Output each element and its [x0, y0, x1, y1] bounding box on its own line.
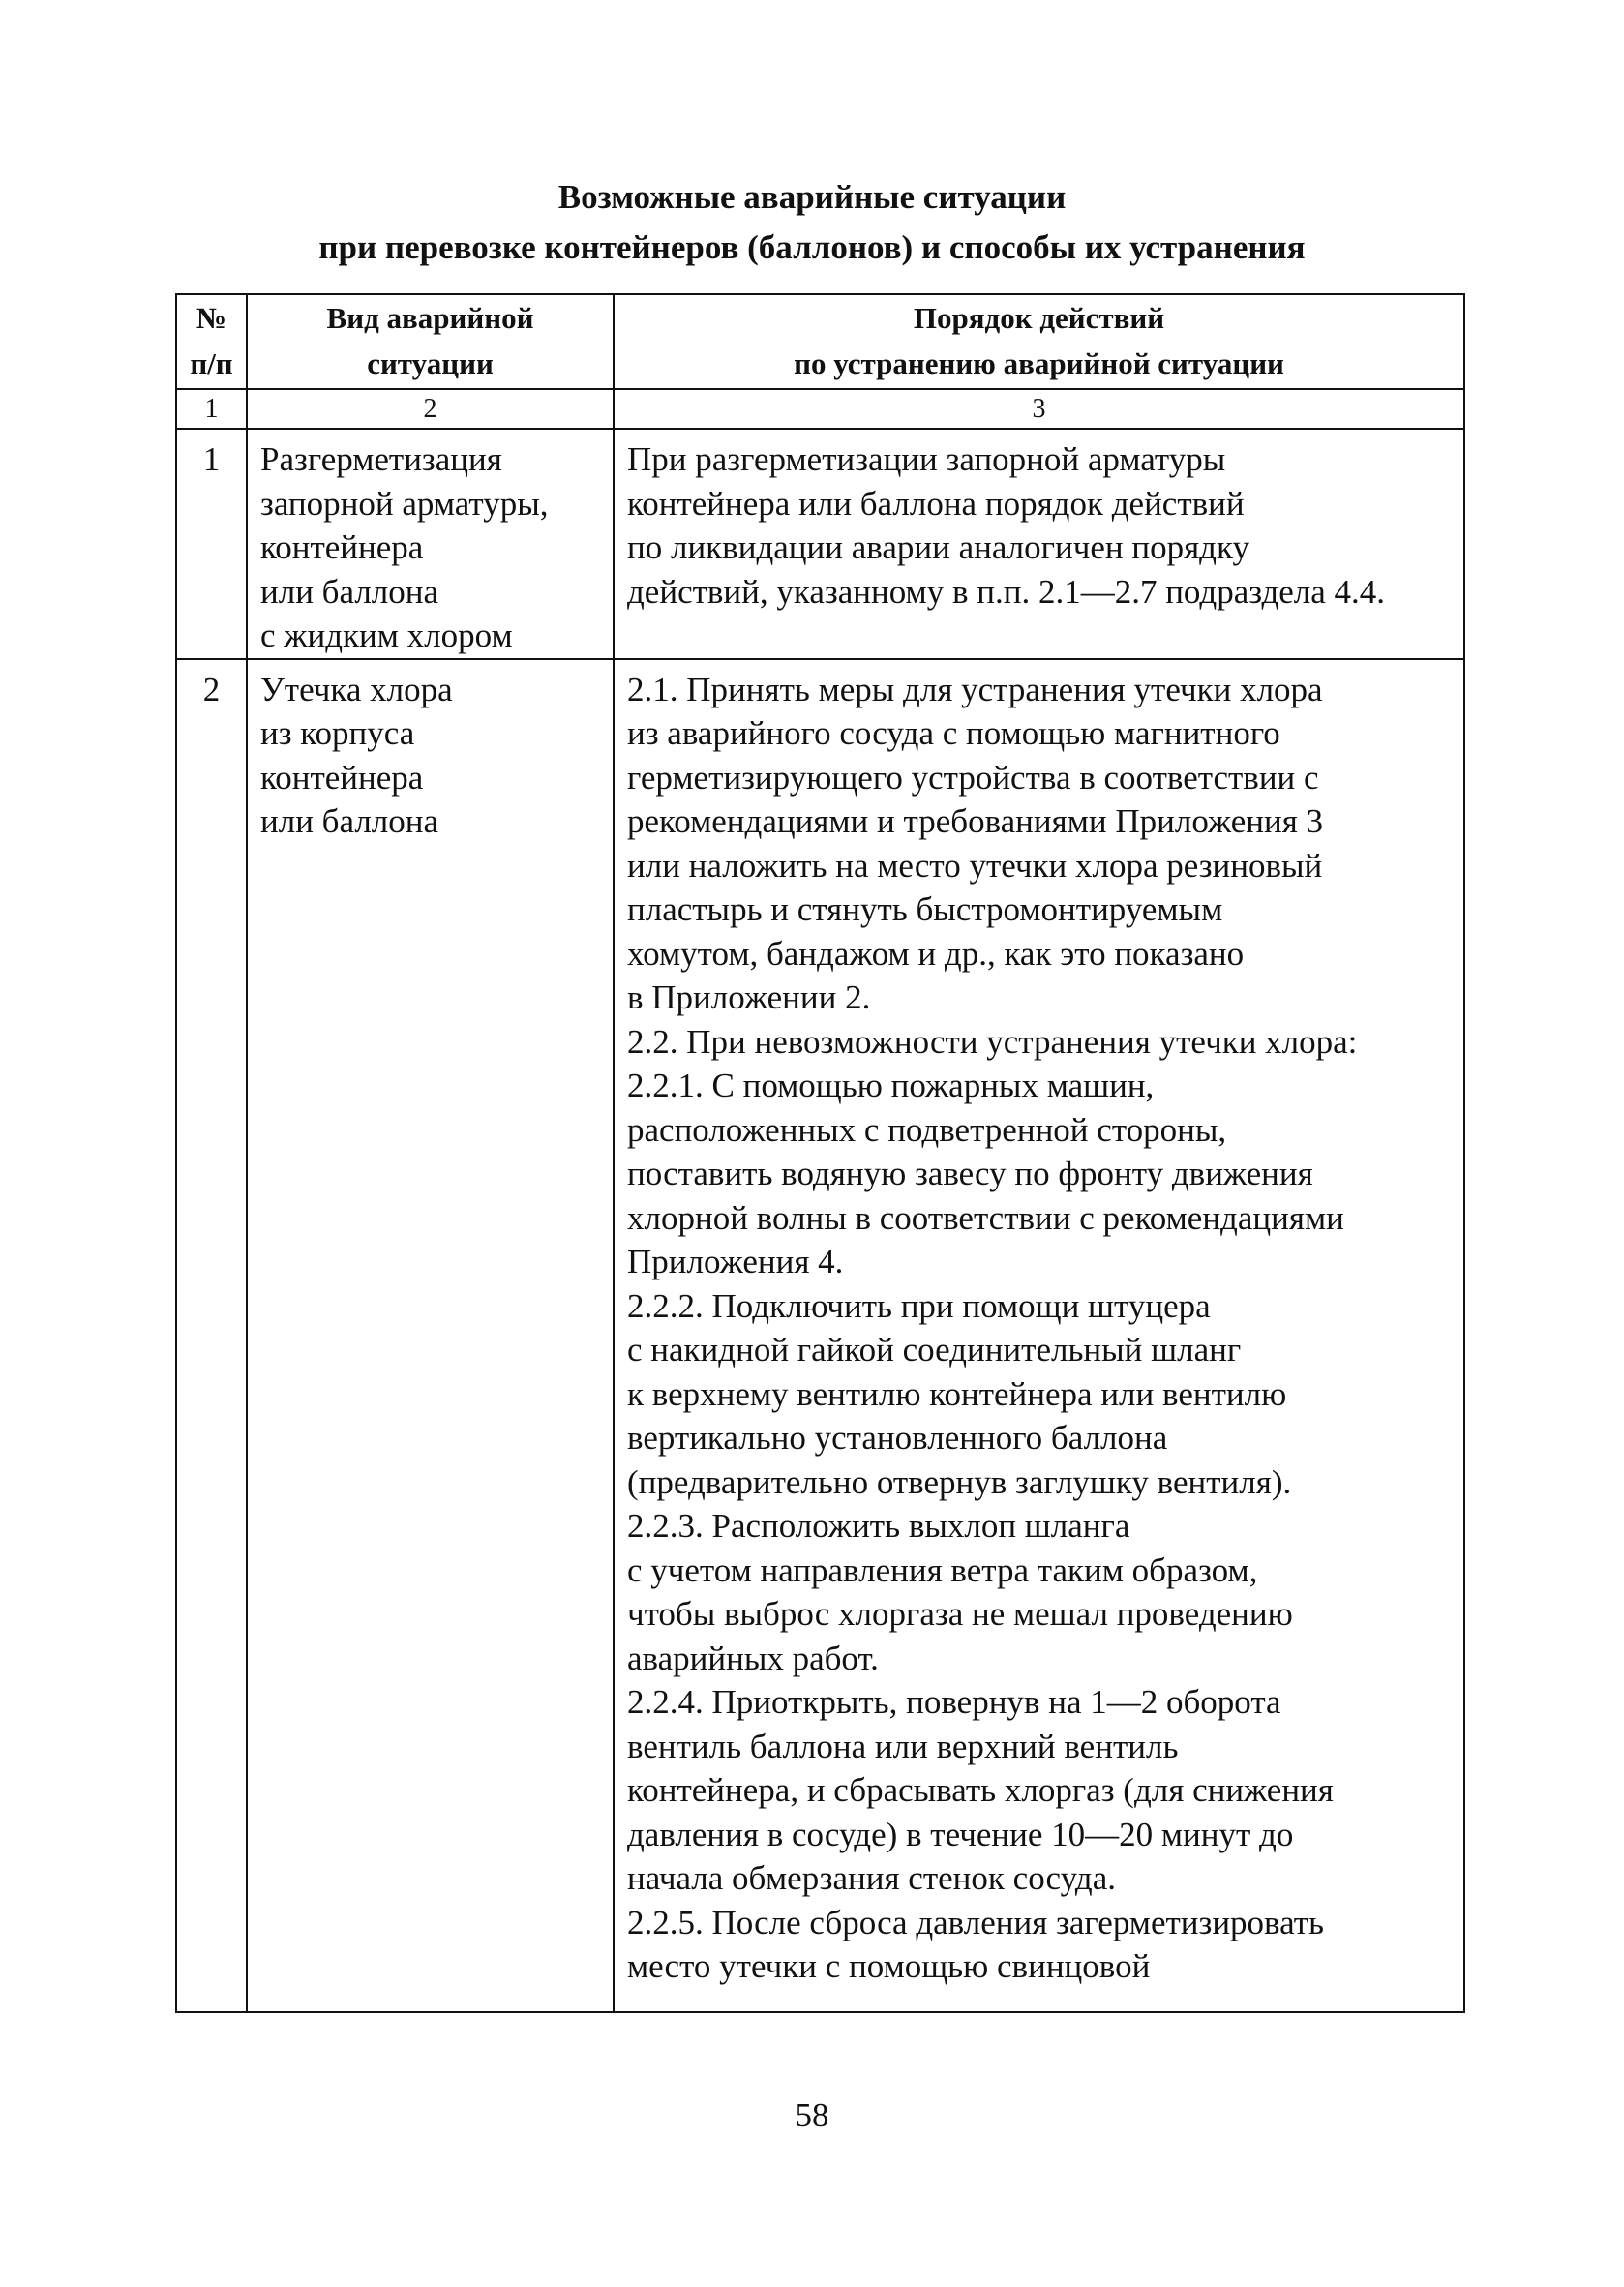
situation-kind-line: Разгерметизация [260, 440, 502, 478]
header-situation-kind [247, 294, 614, 389]
action-line: давления в сосуде) в течение 10—20 минут до [627, 1815, 1294, 1853]
action-line: 2.2.3. Расположить выхлоп шланга [627, 1507, 1130, 1545]
action-line: хлорной волны в соответствии с рекомендациями [627, 1198, 1344, 1237]
emergency-situations-table [175, 293, 1465, 2013]
document-title-line-2: при перевозке контейнеров (баллонов) и способы их устранения [318, 228, 1306, 266]
action-line: из аварийного сосуда с помощью магнитного [627, 714, 1280, 752]
action-line: 2.2.1. С помощью пожарных машин, [627, 1067, 1155, 1104]
action-line: по ликвидации аварии аналогичен порядку [627, 528, 1249, 566]
action-line: рекомендациями и требованиями Приложения 3 [627, 802, 1324, 840]
column-number: 2 [247, 389, 614, 429]
situation-kind-line: контейнера [260, 758, 424, 797]
situation-kind-line: контейнера [260, 528, 424, 566]
action-line: 2.2.2. Подключить при помощи штуцера [627, 1286, 1211, 1325]
situation-kind-line: запорной арматуры, [260, 484, 549, 523]
column-number-row [176, 389, 1464, 429]
action-line: аварийных работ. [627, 1639, 879, 1677]
table-row [176, 659, 1464, 2012]
action-line: 2.2.5. После сброса давления загерметизировать [627, 1903, 1325, 1941]
table-row [176, 429, 1464, 659]
actions-cell [614, 659, 1464, 2012]
header-actions-line: по устранению аварийной ситуации [794, 346, 1284, 380]
action-line: хомутом, бандажом и др., как это показано [627, 934, 1245, 973]
action-line: с накидной гайкой соединительный шланг [627, 1331, 1242, 1369]
action-line: начала обмерзания стенок сосуда. [627, 1859, 1117, 1897]
action-line: При разгерметизации запорной арматуры [627, 440, 1226, 478]
header-kind-line: ситуации [367, 346, 494, 380]
situation-kind-line: или баллона [260, 572, 439, 611]
situation-kind-line: из корпуса [260, 714, 415, 752]
situation-kind-line: или баллона [260, 802, 439, 840]
header-kind-line: Вид аварийной [326, 301, 534, 335]
action-line: 2.2.4. Приоткрыть, повернув на 1—2 оборота [627, 1683, 1281, 1721]
action-line: поставить водяную завесу по фронту движения [627, 1155, 1313, 1192]
header-number [176, 294, 247, 389]
row-number: 2 [176, 659, 247, 2012]
action-line: 2.1. Принять меры для устранения утечки хлора [627, 670, 1323, 708]
action-line: к верхнему вентилю контейнера или вентилю [627, 1374, 1287, 1413]
action-line: (предварительно отвернув заглушку вентиля). [627, 1462, 1292, 1501]
action-line: вертикально установленного баллона [627, 1419, 1168, 1457]
table-header-row [176, 294, 1464, 389]
situation-kind-cell [247, 429, 614, 659]
action-line: 2.2. При невозможности устранения утечки хлора: [627, 1022, 1358, 1061]
action-line: место утечки с помощью свинцовой [627, 1947, 1151, 1985]
column-number: 1 [176, 389, 247, 429]
page-number: 58 [795, 2096, 829, 2134]
action-line: контейнера или баллона порядок действий [627, 484, 1245, 523]
row-number: 1 [176, 429, 247, 659]
action-line: пластырь и стянуть быстромонтируемым [627, 890, 1223, 928]
situation-kind-cell [247, 659, 614, 2012]
action-line: герметизирующего устройства в соответствии с [627, 758, 1319, 797]
actions-cell [614, 429, 1464, 659]
action-line: расположенных с подветренной стороны, [627, 1110, 1227, 1149]
action-line: вентиль баллона или верхний вентиль [627, 1727, 1179, 1765]
action-line: или наложить на место утечки хлора резиновый [627, 846, 1323, 885]
action-line: в Приложении 2. [627, 978, 871, 1016]
header-actions-line: Порядок действий [913, 301, 1165, 335]
situation-kind-line: Утечка хлора [260, 670, 453, 708]
situation-kind-line: с жидким хлором [260, 617, 513, 654]
column-number: 3 [614, 389, 1464, 429]
action-line: чтобы выброс хлоргаза не мешал проведению [627, 1595, 1293, 1633]
document-title-line-1: Возможные аварийные ситуации [557, 178, 1067, 216]
header-actions [614, 294, 1464, 389]
header-number-line: № [195, 301, 227, 335]
action-line: Приложения 4. [627, 1243, 844, 1280]
header-number-line: п/п [190, 346, 233, 380]
action-line: действий, указанному в п.п. 2.1—2.7 подраздела 4.4. [627, 572, 1386, 611]
action-line: с учетом направления ветра таким образом, [627, 1550, 1258, 1589]
action-line: контейнера, и сбрасывать хлоргаз (для снижения [627, 1771, 1334, 1809]
